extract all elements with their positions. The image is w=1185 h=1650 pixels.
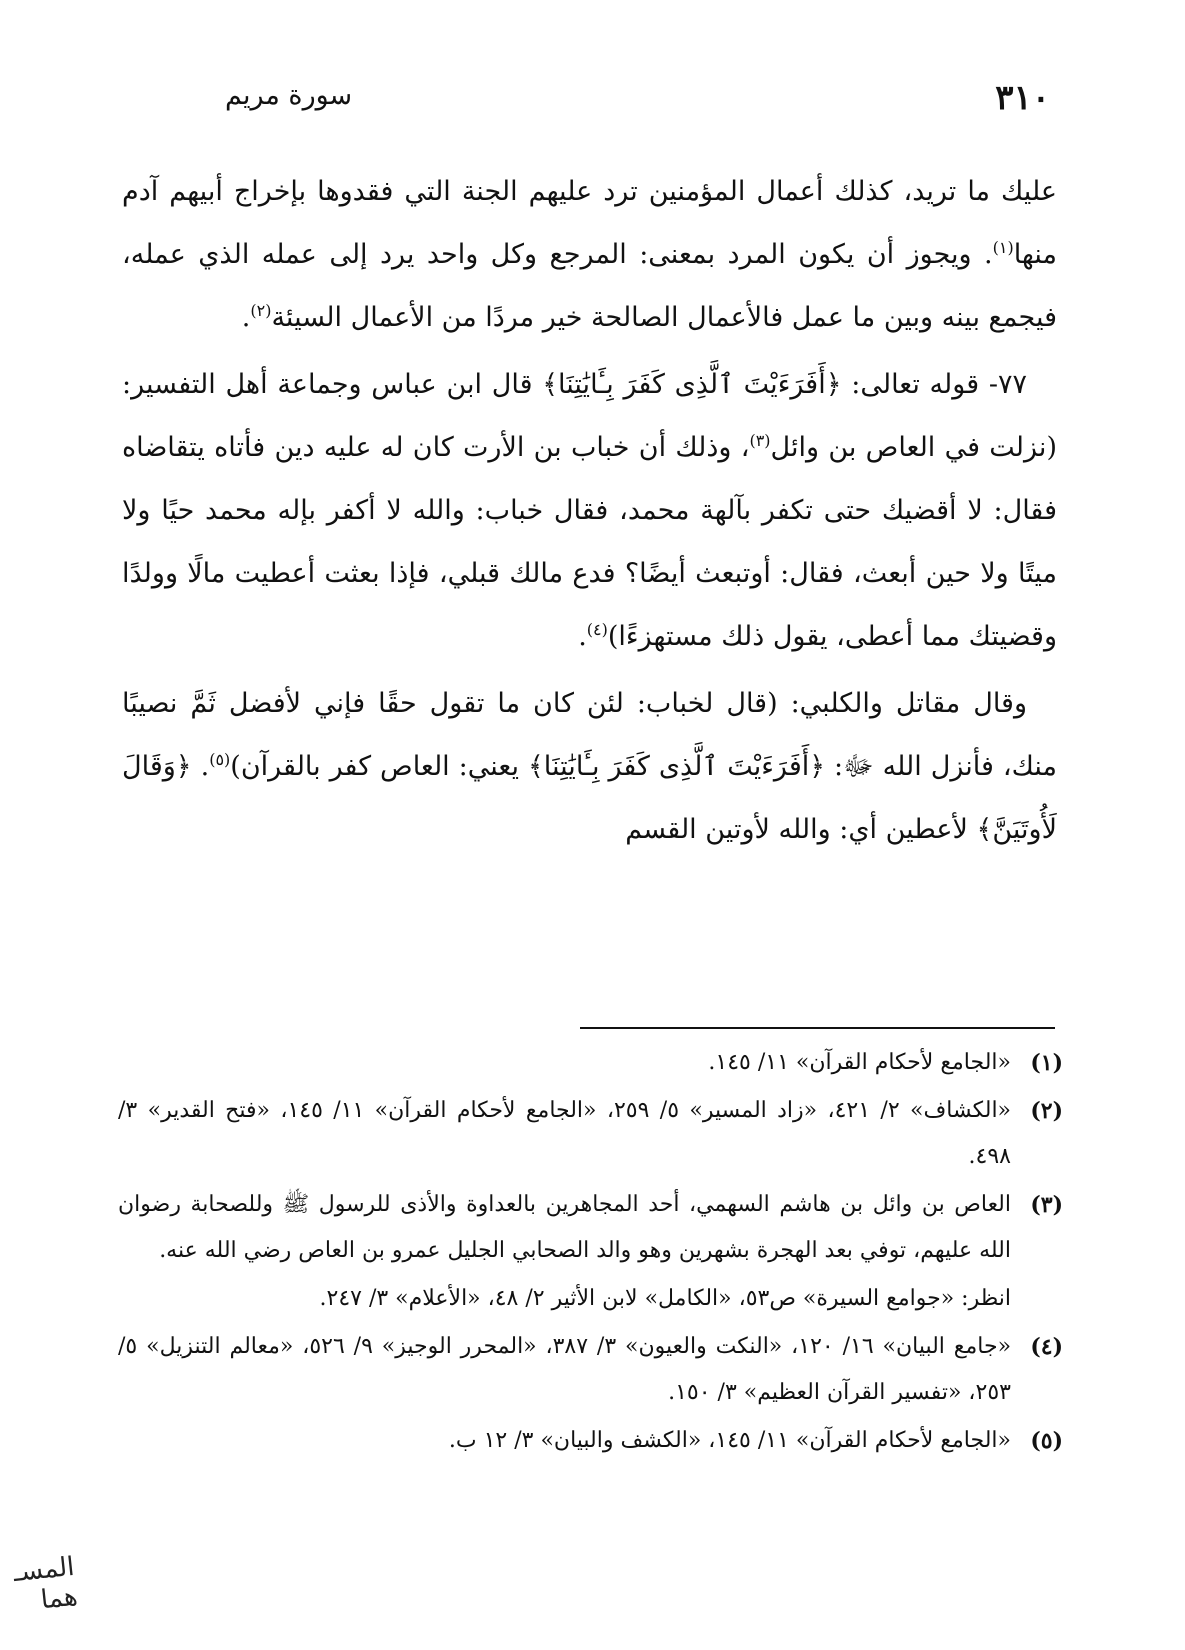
footnote-number: (٣)	[1030, 1192, 1063, 1218]
surah-title: سورة مريم	[225, 80, 353, 111]
footnote-3	[118, 1182, 1063, 1274]
page-header	[0, 78, 1185, 128]
paragraph-3-text-b: يعني: العاص كفر بالقرآن)	[230, 751, 528, 782]
footnotes	[118, 1040, 1063, 1466]
paragraph-2-text-c: ، وذلك أن خباب بن الأرت كان له عليه دين فأتاه يتقاضاه فقال: لا أقضيك حتى تكفر بآلهة محمد، فقال خباب: والله لا أكفر بإله محمد حيًا ولا ميتًا ولا حين أبعث، فقال: أوتبعث أيضًا؟ فدع مالك قبلي، فإذا بعثت أعطيت مالًا وولدًا وقضيتك مما أعطى، يقول ذلك مستهزءًا)	[122, 432, 1057, 652]
logo-text: المسـ هما	[12, 1551, 79, 1616]
footnote-5	[118, 1418, 1063, 1464]
paragraph-3	[122, 672, 1057, 861]
paragraph-2-text-d: .	[578, 621, 587, 652]
paragraph-1-text-a: عليك ما تريد، كذلك أعمال المؤمنين ترد عليهم الجنة التي فقدوها بإخراج أبيهم آدم منها	[122, 176, 1057, 270]
paragraph-3-text-d: لأعطين أي: والله لأوتين القسم	[625, 814, 977, 845]
footnote-text: «الجامع لأحكام القرآن» ١١/ ١٤٥.	[708, 1050, 1011, 1075]
footnote-number: (٢)	[1030, 1098, 1063, 1124]
footnote-ref-3[interactable]: (٣)	[749, 431, 771, 450]
footnote-text: «جامع البيان» ١٦/ ١٢٠، «النكت والعيون» ٣/ ٣٨٧، «المحرر الوجيز» ٩/ ٥٢٦، «معالم التنزيل» ٥/ ٢٥٣، «تفسير القرآن العظيم» ٣/ ١٥٠.	[118, 1334, 1012, 1405]
paragraph-3-text-a: وقال مقاتل والكلبي: (قال لخباب: لئن كان ما تقول حقًا فإني لأفضل ثَمَّ نصيبًا منك، فأنزل الله ﷻ:	[122, 688, 1057, 782]
paragraph-1-text-c: .	[241, 302, 251, 333]
footnote-text: «الكشاف» ٢/ ٤٢١، «زاد المسير» ٥/ ٢٥٩، «الجامع لأحكام القرآن» ١١/ ١٤٥، «فتح القدير» ٣/ ٤٩٨.	[118, 1098, 1012, 1169]
quran-verse-2: ﴿أَفَرَءَيْتَ ٱلَّذِى كَفَرَ بِـَٔايَٰتِنَا﴾	[527, 751, 826, 782]
footnote-ref-1[interactable]: (١)	[992, 238, 1014, 257]
footnote-ref-5[interactable]: (٥)	[209, 750, 231, 769]
footnote-text: العاص بن وائل بن هاشم السهمي، أحد المجاهرين بالعداوة والأذى للرسول ﷺ وللصحابة رضوان الله عليهم، توفي بعد الهجرة بشهرين وهو والد الصحابي الجليل عمرو بن العاص رضي الله عنه.	[118, 1192, 1011, 1263]
footnote-ref-2[interactable]: (٢)	[250, 301, 272, 320]
paragraph-2-text-a: ٧٧- قوله تعالى:	[841, 369, 1027, 400]
paragraph-2	[122, 353, 1057, 668]
footnote-text: «الجامع لأحكام القرآن» ١١/ ١٤٥، «الكشف والبيان» ٣/ ١٢ ب.	[448, 1428, 1011, 1453]
footnote-number: (١)	[1030, 1050, 1063, 1076]
footnote-number: (٤)	[1030, 1334, 1063, 1360]
paragraph-1-text-b: . ويجوز أن يكون المرد بمعنى: المرجع وكل واحد يرد إلى عمله الذي عمله، فيجمع بينه وبين ما عمل فالأعمال الصالحة خير مردًا من الأعمال السيئة	[122, 239, 1057, 333]
paragraph-2-text-b: قال ابن عباس وجماعة أهل التفسير: (نزلت في العاص بن وائل	[122, 369, 1057, 463]
paragraph-1	[122, 160, 1057, 349]
footnote-1	[118, 1040, 1063, 1086]
main-text	[122, 160, 1057, 865]
page-number: ٣١٠	[995, 78, 1050, 118]
footnote-4	[118, 1324, 1063, 1416]
footnote-3-references: انظر: «جوامع السيرة» ص٥٣، «الكامل» لابن الأثير ٢/ ٤٨، «الأعلام» ٣/ ٢٤٧.	[319, 1286, 1011, 1311]
paragraph-3-text-c: .	[191, 751, 210, 782]
footnote-separator	[580, 1027, 1055, 1029]
footnote-2	[118, 1088, 1063, 1180]
watermark-logo	[12, 1551, 79, 1635]
footnote-number: (٥)	[1030, 1428, 1063, 1454]
quran-verse-3: ﴿وَقَالَ لَأُوتَيَنَّ﴾	[122, 751, 1057, 845]
quran-verse-1: ﴿أَفَرَءَيْتَ ٱلَّذِى كَفَرَ بِـَٔايَٰتِنَا﴾	[542, 369, 842, 400]
footnote-ref-4[interactable]: (٤)	[586, 620, 608, 639]
